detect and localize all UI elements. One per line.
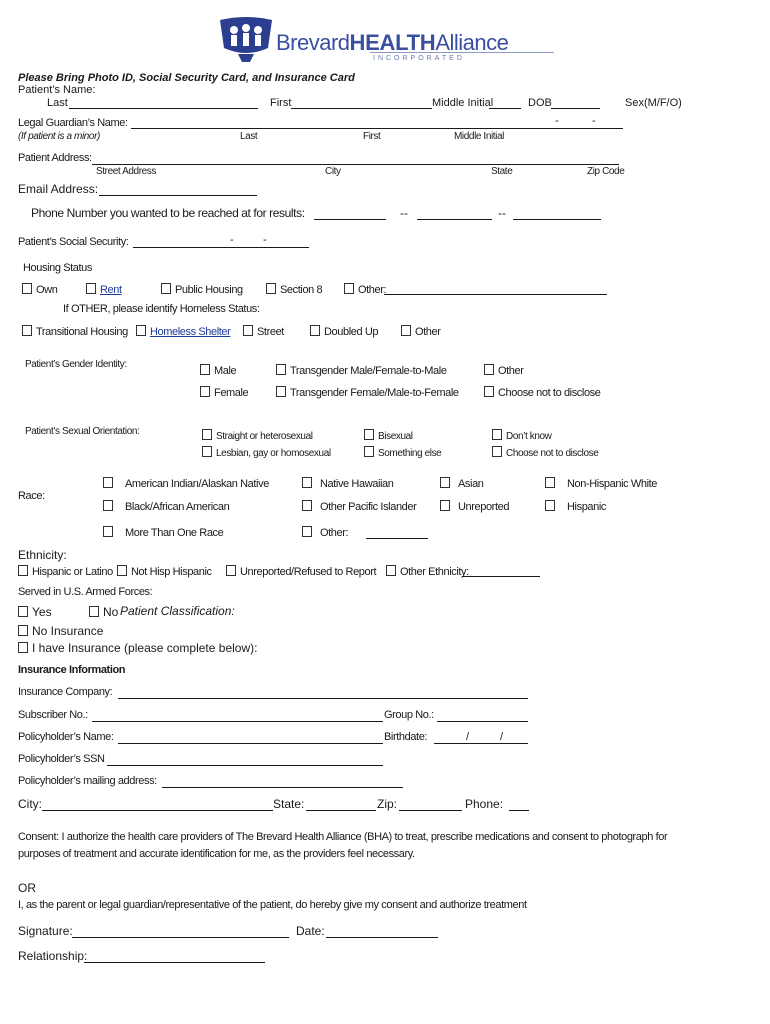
patient-last-label: Last: [47, 97, 68, 109]
logo-brevard: Brevard: [276, 30, 350, 55]
gender-trans-male[interactable]: Transgender Male/Female-to-Male: [276, 364, 447, 377]
housing-label: Housing Status: [23, 262, 92, 274]
family-logo-icon: [216, 14, 276, 64]
gender-female[interactable]: Female: [200, 386, 248, 399]
consent-line-2: purposes of treatment and accurate identification for me, as the providers feel necessary.: [18, 848, 415, 860]
ethnicity-unreported[interactable]: Unreported/Refused to Report: [226, 565, 376, 578]
logo-incorporated: INCORPORATED: [373, 55, 465, 62]
group-field[interactable]: [437, 721, 528, 722]
race-label: Race:: [18, 490, 45, 502]
ethnicity-not-hispanic[interactable]: Not Hisp Hispanic: [117, 565, 212, 578]
orientation-something-else[interactable]: Something else: [364, 446, 441, 459]
race-american-indian[interactable]: American Indian/Alaskan Native: [103, 477, 269, 490]
address-state-label: State: [491, 166, 513, 177]
race-other[interactable]: Other:: [302, 526, 348, 539]
phone-prefix-field[interactable]: [417, 219, 492, 220]
patient-first-label: First: [270, 97, 292, 109]
consent-date-label: Date:: [296, 924, 325, 938]
insurance-company-label: Insurance Company:: [18, 686, 113, 698]
subscriber-label: Subscriber No.:: [18, 709, 88, 721]
relationship-label: Relationship:: [18, 949, 88, 963]
race-native-hawaiian[interactable]: Native Hawaiian: [302, 477, 393, 490]
gender-no-disclose[interactable]: Choose not to disclose: [484, 386, 601, 399]
birthdate-label: Birthdate:: [384, 731, 428, 743]
ssn-label: Patient’s Social Security:: [18, 236, 129, 248]
phone-label: Phone Number you wanted to be reached at for results:: [31, 206, 305, 220]
patient-first-field[interactable]: [291, 108, 432, 109]
homeless-street[interactable]: Street: [243, 325, 284, 338]
logo-health: HEALTH: [349, 30, 436, 55]
patient-name-label: Patient’s Name:: [18, 84, 96, 96]
signature-field[interactable]: [72, 937, 289, 938]
address-city-label: City: [325, 166, 341, 177]
ssn-field[interactable]: [133, 247, 309, 248]
guardian-first-label: First: [363, 131, 381, 142]
address-field[interactable]: [92, 164, 619, 165]
group-label: Group No.:: [384, 709, 434, 721]
housing-section8[interactable]: Section 8: [266, 283, 322, 296]
housing-rent[interactable]: Rent: [86, 283, 122, 296]
gender-label: Patient’s Gender Identity:: [25, 359, 127, 370]
consent-date-field[interactable]: [326, 937, 438, 938]
insurance-city-field[interactable]: [42, 810, 273, 811]
email-field[interactable]: [99, 195, 257, 196]
ethnicity-other[interactable]: Other Ethnicity:: [386, 565, 469, 578]
orientation-straight[interactable]: Straight or heterosexual: [202, 429, 313, 442]
insurance-zip-label: Zip:: [377, 797, 398, 811]
email-label: Email Address:: [18, 182, 99, 196]
guardian-note: (If patient is a minor): [18, 131, 100, 142]
relationship-field[interactable]: [84, 962, 265, 963]
patient-sex-label: Sex(M/F/O): [625, 97, 682, 109]
guardian-middle-label: Middle Initial: [454, 131, 504, 142]
patient-last-field[interactable]: [69, 108, 258, 109]
address-zip-label: Zip Code: [587, 166, 625, 177]
holder-address-label: Policyholder’s mailing address:: [18, 775, 157, 787]
birthdate-field[interactable]: [434, 743, 528, 744]
race-hispanic[interactable]: Hispanic: [545, 500, 606, 513]
signature-label: Signature:: [18, 924, 73, 938]
housing-public[interactable]: Public Housing: [161, 283, 243, 296]
orientation-label: Patient’s Sexual Orientation:: [25, 426, 140, 437]
orientation-lesbian-gay[interactable]: Lesbian, gay or homosexual: [202, 446, 331, 459]
patient-middle-field[interactable]: [489, 108, 521, 109]
ethnicity-hispanic[interactable]: Hispanic or Latino: [18, 565, 113, 578]
insurance-state-label: State:: [273, 797, 305, 811]
phone-line-field[interactable]: [513, 219, 601, 220]
patient-classification-label: Patient Classification:: [120, 604, 235, 618]
race-other-field[interactable]: [366, 538, 428, 539]
consent-or: OR: [18, 881, 36, 895]
address-street-label: Street Address: [96, 166, 156, 177]
patient-dob-label: DOB: [528, 97, 552, 109]
armed-forces-yes[interactable]: Yes: [18, 605, 52, 619]
phone-area-field[interactable]: [314, 219, 386, 220]
gender-trans-female[interactable]: Transgender Female/Male-to-Female: [276, 386, 459, 399]
homeless-doubled-up[interactable]: Doubled Up: [310, 325, 378, 338]
gender-male[interactable]: Male: [200, 364, 236, 377]
patient-middle-label: Middle Initial: [432, 97, 494, 109]
consent-line-1: Consent: I authorize the health care providers of The Brevard Health Alliance (BHA) to treat, prescribe medications and consent to photograph for: [18, 831, 668, 843]
guardian-last-label: Last: [240, 131, 258, 142]
no-insurance-option[interactable]: No Insurance: [18, 624, 103, 638]
have-insurance-option[interactable]: I have Insurance (please complete below):: [18, 641, 257, 655]
holder-ssn-field[interactable]: [107, 765, 383, 766]
orientation-bisexual[interactable]: Bisexual: [364, 429, 413, 442]
ethnicity-label: Ethnicity:: [18, 548, 67, 562]
holder-ssn-label: Policyholder’s SSN: [18, 753, 105, 765]
race-more-than-one[interactable]: More Than One Race: [103, 526, 223, 539]
armed-forces-no[interactable]: No: [89, 605, 118, 619]
holder-address-field[interactable]: [162, 787, 403, 788]
orientation-no-disclose[interactable]: Choose not to disclose: [492, 446, 598, 459]
housing-own[interactable]: Own: [22, 283, 57, 296]
header-note: Please Bring Photo ID, Social Security Card, and Insurance Card: [18, 72, 355, 84]
race-non-hispanic-white[interactable]: Non-Hispanic White: [545, 477, 657, 490]
address-label: Patient Address:: [18, 152, 92, 164]
insurance-city-label: City:: [18, 797, 42, 811]
race-black[interactable]: Black/African American: [103, 500, 229, 513]
gender-other[interactable]: Other: [484, 364, 524, 377]
housing-other[interactable]: Other:: [344, 283, 386, 296]
consent-guardian: I, as the parent or legal guardian/representative of the patient, do hereby give my consent and authorize treatment: [18, 899, 527, 911]
homeless-prompt: If OTHER, please identify Homeless Status:: [63, 303, 260, 315]
orientation-dont-know[interactable]: Don’t know: [492, 429, 551, 442]
homeless-other[interactable]: Other: [401, 325, 441, 338]
holder-name-label: Policyholder’s Name:: [18, 731, 114, 743]
logo-alliance: Alliance: [435, 30, 509, 55]
holder-name-field[interactable]: [118, 743, 383, 744]
guardian-label: Legal Guardian’s Name:: [18, 117, 128, 129]
ethnicity-other-field[interactable]: [462, 576, 540, 577]
race-asian[interactable]: Asian: [440, 477, 484, 490]
insurance-company-field[interactable]: [118, 698, 528, 699]
homeless-shelter[interactable]: Homeless Shelter: [136, 325, 230, 338]
housing-other-field[interactable]: [384, 294, 607, 295]
armed-forces-label: Served in U.S. Armed Forces:: [18, 586, 153, 598]
patient-dob-field[interactable]: [551, 108, 600, 109]
insurance-state-field[interactable]: [306, 810, 376, 811]
subscriber-field[interactable]: [92, 721, 383, 722]
insurance-phone-label: Phone:: [465, 797, 504, 811]
race-unreported[interactable]: Unreported: [440, 500, 509, 513]
race-pacific-islander[interactable]: Other Pacific Islander: [302, 500, 416, 513]
insurance-heading: Insurance Information: [18, 664, 126, 676]
homeless-transitional[interactable]: Transitional Housing: [22, 325, 128, 338]
insurance-zip-field[interactable]: [399, 810, 462, 811]
insurance-phone-field[interactable]: [509, 810, 529, 811]
guardian-field[interactable]: [131, 128, 623, 129]
